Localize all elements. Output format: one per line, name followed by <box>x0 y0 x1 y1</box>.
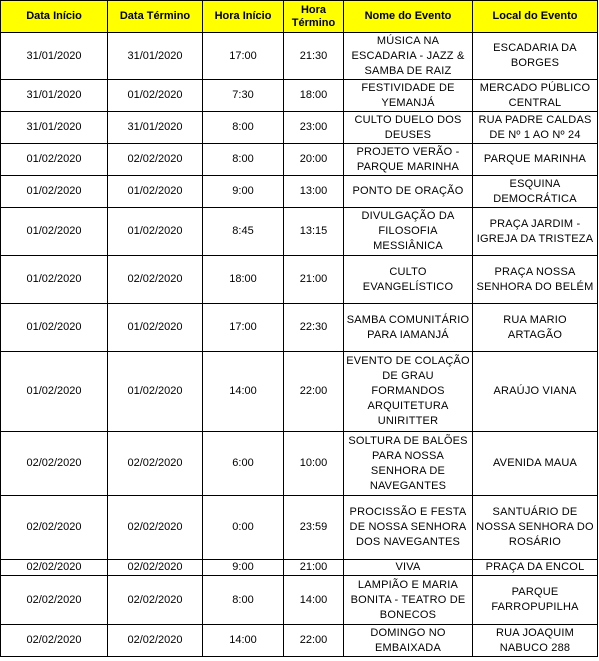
cell-hora-inicio: 17:00 <box>203 304 284 352</box>
cell-local-evento: ESCADARIA DA BORGES <box>473 33 598 80</box>
cell-local-evento: RUA MARIO ARTAGÃO <box>473 304 598 352</box>
cell-data-termino: 01/02/2020 <box>108 304 203 352</box>
cell-data-termino: 01/02/2020 <box>108 80 203 112</box>
cell-data-termino: 02/02/2020 <box>108 496 203 560</box>
cell-nome-evento: EVENTO DE COLAÇÃO DE GRAU FORMANDOS ARQUITETURA UNIRITTER <box>344 352 473 432</box>
table-row <box>1 625 598 657</box>
cell-hora-inicio: 8:00 <box>203 576 284 625</box>
cell-hora-termino: 13:15 <box>284 208 344 256</box>
table-row <box>1 496 598 560</box>
cell-data-inicio: 02/02/2020 <box>1 496 108 560</box>
cell-local-evento: MERCADO PÚBLICO CENTRAL <box>473 80 598 112</box>
table-row <box>1 432 598 496</box>
cell-nome-evento: FESTIVIDADE DE YEMANJÁ <box>344 80 473 112</box>
cell-local-evento: PRAÇA NOSSA SENHORA DO BELÉM <box>473 256 598 304</box>
table-row <box>1 144 598 176</box>
table-row <box>1 112 598 144</box>
cell-nome-evento: DIVULGAÇÃO DA FILOSOFIA MESSIÂNICA <box>344 208 473 256</box>
cell-hora-inicio: 17:00 <box>203 33 284 80</box>
cell-data-inicio: 31/01/2020 <box>1 33 108 80</box>
cell-hora-inicio: 8:45 <box>203 208 284 256</box>
cell-data-inicio: 31/01/2020 <box>1 112 108 144</box>
cell-hora-inicio: 8:00 <box>203 144 284 176</box>
cell-local-evento: PRAÇA DA ENCOL <box>473 560 598 576</box>
cell-data-termino: 02/02/2020 <box>108 576 203 625</box>
cell-hora-inicio: 14:00 <box>203 352 284 432</box>
header-data-inicio: Data Início <box>1 1 108 33</box>
cell-hora-inicio: 7:30 <box>203 80 284 112</box>
header-hora-termino: Hora Término <box>284 1 344 33</box>
cell-hora-inicio: 18:00 <box>203 256 284 304</box>
cell-data-termino: 02/02/2020 <box>108 256 203 304</box>
table-row <box>1 352 598 432</box>
cell-nome-evento: CULTO EVANGELÍSTICO <box>344 256 473 304</box>
table-row <box>1 576 598 625</box>
cell-data-inicio: 02/02/2020 <box>1 625 108 657</box>
cell-hora-termino: 13:00 <box>284 176 344 208</box>
cell-hora-termino: 21:00 <box>284 560 344 576</box>
cell-nome-evento: LAMPIÃO E MARIA BONITA - TEATRO DE BONECOS <box>344 576 473 625</box>
header-nome-evento: Nome do Evento <box>344 1 473 33</box>
cell-nome-evento: PONTO DE ORAÇÃO <box>344 176 473 208</box>
cell-local-evento: RUA JOAQUIM NABUCO 288 <box>473 625 598 657</box>
cell-hora-termino: 21:30 <box>284 33 344 80</box>
cell-hora-termino: 22:00 <box>284 625 344 657</box>
cell-data-termino: 02/02/2020 <box>108 432 203 496</box>
cell-data-termino: 02/02/2020 <box>108 625 203 657</box>
table-row <box>1 304 598 352</box>
cell-data-inicio: 01/02/2020 <box>1 352 108 432</box>
cell-data-inicio: 01/02/2020 <box>1 304 108 352</box>
cell-hora-termino: 23:59 <box>284 496 344 560</box>
cell-local-evento: PRAÇA JARDIM - IGREJA DA TRISTEZA <box>473 208 598 256</box>
cell-local-evento: PARQUE FARROPUPILHA <box>473 576 598 625</box>
cell-data-inicio: 01/02/2020 <box>1 256 108 304</box>
cell-data-termino: 31/01/2020 <box>108 33 203 80</box>
cell-local-evento: PARQUE MARINHA <box>473 144 598 176</box>
cell-hora-termino: 18:00 <box>284 80 344 112</box>
cell-nome-evento: CULTO DUELO DOS DEUSES <box>344 112 473 144</box>
cell-data-inicio: 01/02/2020 <box>1 144 108 176</box>
cell-nome-evento: MÚSICA NA ESCADARIA - JAZZ & SAMBA DE RAIZ <box>344 33 473 80</box>
cell-hora-termino: 10:00 <box>284 432 344 496</box>
cell-data-termino: 31/01/2020 <box>108 112 203 144</box>
cell-data-termino: 02/02/2020 <box>108 560 203 576</box>
cell-hora-termino: 22:30 <box>284 304 344 352</box>
header-local-evento: Local do Evento <box>473 1 598 33</box>
header-row <box>1 1 598 33</box>
cell-data-inicio: 01/02/2020 <box>1 208 108 256</box>
cell-data-inicio: 01/02/2020 <box>1 176 108 208</box>
cell-local-evento: AVENIDA MAUA <box>473 432 598 496</box>
table-row <box>1 176 598 208</box>
cell-local-evento: RUA PADRE CALDAS DE Nº 1 AO Nº 24 <box>473 112 598 144</box>
cell-nome-evento: PROJETO VERÃO - PARQUE MARINHA <box>344 144 473 176</box>
cell-data-termino: 02/02/2020 <box>108 144 203 176</box>
cell-local-evento: ESQUINA DEMOCRÁTICA <box>473 176 598 208</box>
cell-hora-inicio: 14:00 <box>203 625 284 657</box>
table-row <box>1 560 598 576</box>
cell-nome-evento: SAMBA COMUNITÁRIO PARA IAMANJÁ <box>344 304 473 352</box>
cell-data-inicio: 02/02/2020 <box>1 432 108 496</box>
cell-hora-inicio: 9:00 <box>203 560 284 576</box>
cell-local-evento: ARAÚJO VIANA <box>473 352 598 432</box>
cell-data-termino: 01/02/2020 <box>108 208 203 256</box>
cell-data-inicio: 02/02/2020 <box>1 576 108 625</box>
cell-local-evento: SANTUÁRIO DE NOSSA SENHORA DO ROSÁRIO <box>473 496 598 560</box>
cell-hora-inicio: 6:00 <box>203 432 284 496</box>
cell-nome-evento: VIVA <box>344 560 473 576</box>
cell-nome-evento: SOLTURA DE BALÕES PARA NOSSA SENHORA DE NAVEGANTES <box>344 432 473 496</box>
table-row <box>1 208 598 256</box>
cell-nome-evento: PROCISSÃO E FESTA DE NOSSA SENHORA DOS NAVEGANTES <box>344 496 473 560</box>
table-row <box>1 256 598 304</box>
cell-data-termino: 01/02/2020 <box>108 352 203 432</box>
cell-data-inicio: 02/02/2020 <box>1 560 108 576</box>
cell-hora-inicio: 8:00 <box>203 112 284 144</box>
cell-nome-evento: DOMINGO NO EMBAIXADA <box>344 625 473 657</box>
cell-hora-termino: 23:00 <box>284 112 344 144</box>
cell-data-termino: 01/02/2020 <box>108 176 203 208</box>
cell-hora-termino: 14:00 <box>284 576 344 625</box>
cell-hora-inicio: 9:00 <box>203 176 284 208</box>
cell-hora-termino: 20:00 <box>284 144 344 176</box>
header-data-termino: Data Término <box>108 1 203 33</box>
cell-data-inicio: 31/01/2020 <box>1 80 108 112</box>
cell-hora-termino: 22:00 <box>284 352 344 432</box>
cell-hora-termino: 21:00 <box>284 256 344 304</box>
cell-hora-inicio: 0:00 <box>203 496 284 560</box>
header-hora-inicio: Hora Início <box>203 1 284 33</box>
table-row <box>1 80 598 112</box>
table-row <box>1 33 598 80</box>
